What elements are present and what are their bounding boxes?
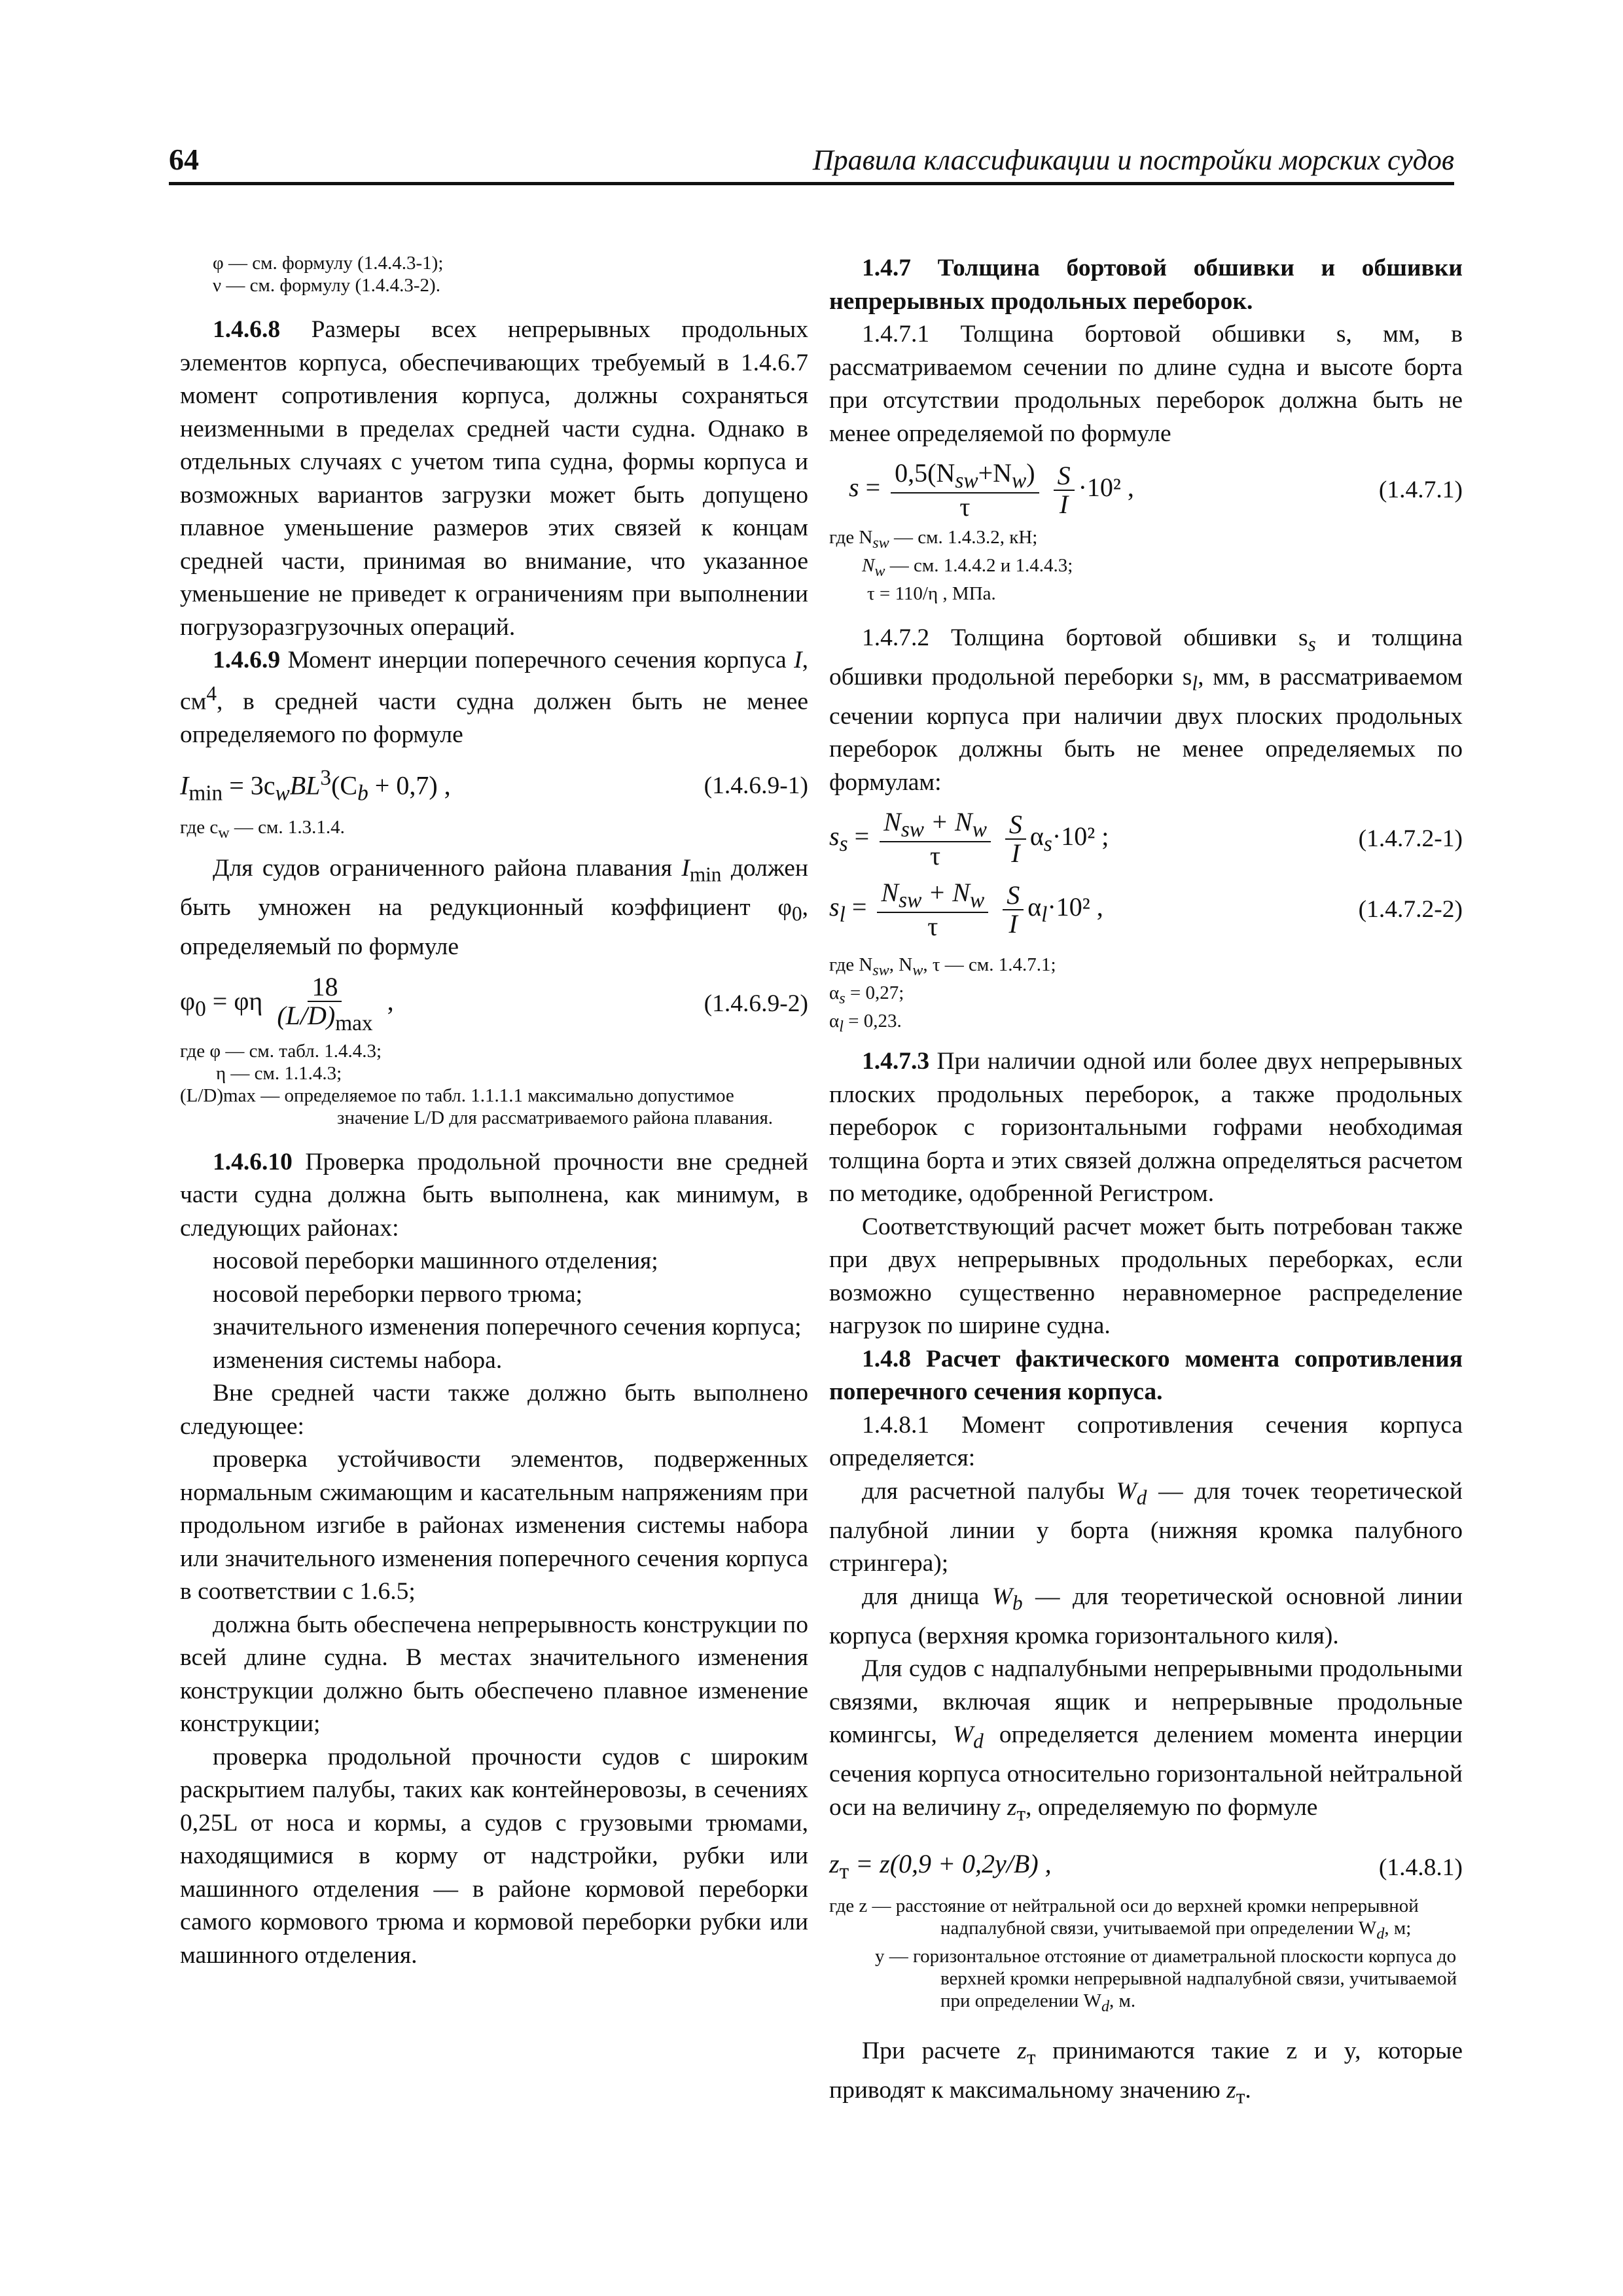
paragraph-text: Проверка продольной прочности вне средней части судна должна быть выполнена, как минимум, в следующих районах: bbox=[180, 1148, 809, 1242]
paragraph-1481 bbox=[829, 1409, 1463, 1475]
where-text: где c bbox=[180, 817, 219, 838]
paragraph-1473 bbox=[829, 1045, 1463, 1211]
paragraph-text: Для судов с надпалубными непрерывными продольными связями, включая ящик и непрерывные продольные комингсы, bbox=[829, 1655, 1463, 1749]
paragraph-corresp: Соответствующий расчет может быть потребован также при двух непрерывных продольных переборках, если возможно существенно неравномерное распределение нагрузок по ширине судна. bbox=[829, 1213, 1463, 1340]
paragraph-final: При расчете $z_т$ принимаются такие z и y, которые приводят к максимальному значению $z_т$. bbox=[829, 2037, 1463, 2108]
eq-lhs: I bbox=[180, 770, 189, 800]
section-number: 1.4.7.3 bbox=[862, 1048, 930, 1075]
paragraph-check-1: проверка устойчивости элементов, подверженных нормальным сжимающим и касательным напряжениям при продольном изгибе в районах изменения системы набора или значительного изменения поперечного сечения корпуса в соответствии с 1.6.5; bbox=[180, 1446, 808, 1605]
fraction bbox=[273, 973, 376, 1035]
eq45-notes: где $N_{sw}$, $N_w$, τ — см. 1.4.7.1; $\alpha_s = 0,27$; $\alpha_l = 0,23$. bbox=[829, 954, 1056, 1035]
equation-number: (1.4.6.9-2) bbox=[704, 990, 808, 1017]
paragraph-1472: 1.4.7.2 Толщина бортовой обшивки $s_s$ и толщина обшивки продольной переборки $s_l$, мм, в рассматриваемом сечении корпуса при наличии двух плоских продольных переборок должны быть не менее определяемых по формулам: bbox=[829, 624, 1463, 796]
denominator: (L/D) bbox=[277, 1000, 336, 1030]
equation-1469-1: $I_{min} = 3c_wBL^3(C_b + 0,7)$ , (1.4.6.9-1) bbox=[180, 766, 808, 806]
paragraph-14610 bbox=[180, 1146, 808, 1246]
note-line: y — горизонтальное отстояние от диаметральной плоскости корпуса до верхней кромки непрерывной надпалубной связи, учитываемой при определении W bbox=[875, 1945, 1457, 2011]
equation-number: (1.4.7.1) bbox=[1378, 476, 1463, 503]
eq-rhs: BL bbox=[289, 770, 321, 800]
paragraph-text: для днища bbox=[862, 1583, 980, 1610]
eq-tail: α bbox=[1029, 821, 1044, 852]
list-item: изменения системы набора. bbox=[213, 1346, 503, 1374]
note-line: — см. 1.4.3.2, кН; bbox=[889, 526, 1038, 548]
paragraph-text: , мм, в рассматриваемом сечении корпуса при наличии двух плоских продольных переборок должны быть не менее определяемых по формулам: bbox=[829, 663, 1463, 796]
left-column bbox=[180, 252, 808, 1972]
eq-rhs: = φη bbox=[205, 986, 263, 1016]
note-line: , м; bbox=[1384, 1917, 1412, 1939]
fraction bbox=[1054, 462, 1075, 518]
eq6-notes: где z — расстояние от нейтральной оси до верхней кромки непрерывной надпалубной связи, учитываемой при определении $W_d$, м; y — горизонтальное отстояние от диаметральной плоскости корпуса до верхней кромки непрерывной надпалубной связи, учитываемой при определении $W_d$, м. bbox=[829, 1895, 1457, 2015]
list-item: носовой переборки первого трюма; bbox=[213, 1280, 583, 1308]
eq2-notes bbox=[180, 1040, 808, 1129]
note-line: — см. 1.4.4.2 и 1.4.4.3; bbox=[885, 554, 1073, 576]
paragraph-text: определяется делением момента инерции сечения корпуса относительно горизонтальной нейтральной оси на величину bbox=[829, 1721, 1463, 1821]
note-line: α bbox=[829, 982, 840, 1003]
eq-lhs: s bbox=[829, 892, 840, 922]
eq-rhs: = 3c bbox=[223, 770, 276, 800]
numerator: S bbox=[1005, 811, 1026, 840]
eq-lhs: z bbox=[829, 1848, 840, 1878]
right-column bbox=[829, 252, 1463, 2113]
eq-lhs: s bbox=[829, 821, 840, 852]
denominator: τ bbox=[927, 912, 938, 942]
section-number: 1.4.6.9 bbox=[213, 647, 281, 673]
symbol-I: I bbox=[794, 647, 802, 673]
list-item: носовой переборки машинного отделения; bbox=[213, 1247, 658, 1275]
paragraph-bottom: для днища $W_b$ — для теоретической основной линии корпуса (верхняя кромка горизонтального киля). bbox=[829, 1583, 1463, 1649]
numerator: N bbox=[881, 878, 899, 908]
eq-tail: ·10² , bbox=[1078, 473, 1134, 503]
equation-number: (1.4.8.1) bbox=[1378, 1854, 1463, 1881]
paragraph-text: . bbox=[1245, 2076, 1251, 2104]
eq-rhs: = z(0,9 + 0,2y/B) , bbox=[849, 1848, 1052, 1878]
eq-rhs: + 0,7) , bbox=[368, 770, 451, 800]
paragraph-text: , в средней части судна должен быть не менее определяемого по формуле bbox=[180, 688, 808, 748]
note-line: α bbox=[829, 1010, 840, 1031]
section-number: 1.4.7.2 bbox=[862, 624, 930, 651]
denominator: τ bbox=[929, 841, 941, 871]
note-line: где z — расстояние от нейтральной оси до верхней кромки непрерывной надпалубной связи, учитываемой при определении W bbox=[829, 1895, 1419, 1939]
eq-sub: min bbox=[188, 781, 223, 806]
note-line: (L/D)max — определяемое по табл. 1.1.1.1 максимально допустимое значение L/D для рассматриваемого района плавания. bbox=[180, 1085, 774, 1128]
section-number: 1.4.8 bbox=[862, 1345, 911, 1372]
paragraph-1468 bbox=[180, 314, 808, 644]
section-number: 1.4.7 bbox=[862, 255, 911, 281]
eq-tail: ·10² , bbox=[1047, 892, 1103, 922]
note-phi: φ — см. формулу (1.4.4.3-1); bbox=[213, 253, 444, 274]
heading-147 bbox=[829, 252, 1463, 318]
eq-tail: α bbox=[1027, 892, 1042, 922]
paragraph-text: должен быть умножен на редукционный коэффициент φ bbox=[180, 855, 808, 922]
heading-text: Расчет фактического момента сопротивления поперечного сечения корпуса. bbox=[829, 1345, 1463, 1406]
paragraph-text: , определяемую по формуле bbox=[1026, 1793, 1318, 1821]
eq-tail: ·10² ; bbox=[1052, 821, 1109, 852]
paragraph-1471 bbox=[829, 318, 1463, 450]
numerator: + N bbox=[924, 807, 972, 837]
where-text: — см. 1.3.1.4. bbox=[229, 817, 345, 838]
equation-number: (1.4.7.2-1) bbox=[1358, 825, 1463, 853]
note-line: где φ — см. табл. 1.4.4.3; bbox=[180, 1040, 382, 1062]
paragraph-text: Момент инерции поперечного сечения корпуса bbox=[287, 647, 787, 673]
section-number: 1.4.6.10 bbox=[213, 1148, 293, 1175]
paragraph-check-3: проверка продольной прочности судов с широким раскрытием палубы, таких как контейнеровозы, в сечениях 0,25L от носа и кормы, а судов с грузовыми трюмами, находящимися в корму от надстройки, рубки или машинного отделения — в районе кормовой переборки самого кормового трюма и кормовой переборки рубки или машинного отделения. bbox=[180, 1743, 808, 1969]
note-nu: ν — см. формулу (1.4.4.3-2). bbox=[213, 275, 440, 296]
paragraph-text: , определяемый по формуле bbox=[180, 894, 808, 961]
paragraph-text: — для точек теоретической палубной линии у борта (нижняя кромка палубного стрингера); bbox=[829, 1477, 1463, 1577]
paragraph-text: При наличии одной или более двух непрерывных плоских продольных переборок, а также продольных переборок с горизонтальными гофрами необходимая толщина борта и этих связей должна определяться расчетом по методике, одобренной Регистром. bbox=[829, 1048, 1463, 1208]
numerator: 18 bbox=[308, 973, 342, 1002]
paragraph-1469: 1.4.6.9 Момент инерции поперечного сечения корпуса I, $см^4$, в средней части судна должен быть не менее определяемого по формуле bbox=[180, 647, 809, 748]
eq-lhs: φ bbox=[180, 986, 196, 1016]
paragraph-outside: Вне средней части также должно быть выполнено следующее: bbox=[180, 1380, 808, 1440]
fraction: $\frac{0,5(N_{sw}+N_w)}{\tau}$ bbox=[891, 459, 1039, 521]
paragraph-text: Толщина бортовой обшивки s, мм, в рассматриваемом сечении по длине судна и высоте борта при отсутствии продольных переборок должна быть не менее определяемой по формуле bbox=[829, 321, 1463, 447]
denominator: τ bbox=[959, 492, 971, 522]
denominator-sub: max bbox=[335, 1011, 373, 1035]
equation-number: (1.4.6.9-1) bbox=[704, 772, 808, 799]
numerator: ) bbox=[1026, 458, 1035, 488]
paragraph-text: для расчетной палубы bbox=[862, 1477, 1105, 1505]
paragraph-text: Для судов ограниченного района плавания bbox=[213, 855, 672, 882]
section-number: 1.4.7.1 bbox=[862, 321, 930, 348]
paragraph-check-2: должна быть обеспечена непрерывность конструкции по всей длине судна. В местах значительного изменения конструкции должно быть обеспечено плавное изменение конструкции; bbox=[180, 1611, 808, 1738]
numerator: +N bbox=[978, 458, 1012, 488]
denominator: I bbox=[1008, 909, 1018, 939]
page-number: 64 bbox=[169, 143, 199, 176]
fraction bbox=[1005, 811, 1026, 867]
equation-1481: $z_т = z(0,9 + 0,2y/B)$ , (1.4.8.1) bbox=[829, 1846, 1463, 1890]
equation-1472-2: $s_l$ = $\frac{N_{sw} + N_w}{\tau}$ $\frac{S}{I}$ $\alpha_l\cdot 10^2$ , (1.4.7.2-2) bbox=[829, 878, 1463, 942]
numerator: 0,5(N bbox=[895, 458, 955, 488]
paragraph-limited: Для судов ограниченного района плавания $I_{min}$ должен быть умножен на редукционный коэффициент $\varphi_0$, определяемый по формуле bbox=[180, 855, 808, 961]
section-number: 1.4.8.1 bbox=[862, 1411, 930, 1439]
numerator: N bbox=[883, 807, 901, 837]
note-line: где N bbox=[829, 526, 873, 548]
eq-rhs: (C bbox=[331, 770, 358, 800]
note-line: N bbox=[862, 554, 875, 576]
paragraph-text: Момент сопротивления сечения корпуса определяется: bbox=[829, 1411, 1463, 1472]
paragraph-text: принимаются такие z и y, которые приводят к максимальному значению bbox=[829, 2037, 1463, 2104]
eq3-notes: где $N_{sw}$ — см. 1.4.3.2, кН; $N_w$ — см. 1.4.4.2 и 1.4.4.3; τ = 110/η , МПа. bbox=[829, 526, 1463, 605]
equation-1471: s = $\frac{0,5(N_{sw}+N_w)}{\tau}$ $\frac{S}{I}$ ·10² , (1.4.7.1) bbox=[849, 458, 1463, 522]
equation-1472-1: $s_s$ = $\frac{N_{sw} + N_w}{\tau}$ $\frac{S}{I}$ $\alpha_s\cdot 10^2$ ; (1.4.7.2-1) bbox=[829, 807, 1463, 871]
note-line: = 0,23. bbox=[843, 1010, 902, 1031]
fraction bbox=[1003, 882, 1024, 938]
eq-tail: , bbox=[380, 986, 394, 1016]
paragraph-text: Толщина бортовой обшивки s bbox=[950, 624, 1308, 651]
note-line: τ = 110/η , МПа. bbox=[867, 583, 996, 604]
paragraph-text: — для теоретической основной линии корпуса (верхняя кромка горизонтального киля). bbox=[829, 1583, 1463, 1649]
section-number: 1.4.6.8 bbox=[213, 316, 281, 343]
denominator: I bbox=[1059, 489, 1069, 519]
fraction: $\frac{N_{sw} + N_w}{\tau}$ bbox=[880, 808, 991, 870]
paragraph-superstructure: Для судов с надпалубными непрерывными продольными связями, включая ящик и непрерывные продольные комингсы, $W_d$ определяется делением момента инерции сечения корпуса относительно горизонтальной нейтральной оси на величину $z_т$, определяемую по формуле bbox=[829, 1655, 1463, 1825]
list-item: значительного изменения поперечного сечения корпуса; bbox=[213, 1314, 802, 1341]
numerator: S bbox=[1003, 882, 1024, 910]
eq1-where: где $c_w$ — см. 1.3.1.4. bbox=[180, 817, 345, 842]
paragraph-text: и толщина обшивки продольной переборки s bbox=[829, 624, 1463, 691]
equation-number: (1.4.7.2-2) bbox=[1358, 896, 1463, 924]
paragraph-text: При расчете bbox=[862, 2037, 1001, 2064]
note-line: где N bbox=[829, 954, 873, 976]
paragraph-deck: для расчетной палубы $W_d$ — для точек теоретической палубной линии у борта (нижняя кромка палубного стрингера); bbox=[829, 1477, 1463, 1577]
equation-1469-2: $\varphi_0 = \varphi\eta$ $\frac{18}{(L/D)_{max}}$ , (1.4.6.9-2) bbox=[180, 971, 808, 1035]
denominator: I bbox=[1011, 838, 1020, 869]
paragraph-text: Размеры всех непрерывных продольных элементов корпуса, обеспечивающих требуемый в 1.4.6.7 момент сопротивления корпуса, должны сохраняться неизменными в пределах средней части судна. Однако в отдельных случаях с учетом типа судна, формы корпуса и возможных вариантов загрузки может быть допущено плавное уменьшение размеров этих связей к концам средней части, принимая во внимание, что указанное уменьшение не приведет к ограничениям при выполнении погрузоразгрузочных операций. bbox=[180, 316, 808, 641]
note-line: η — см. 1.1.4.3; bbox=[216, 1062, 342, 1084]
numerator: + N bbox=[921, 878, 970, 908]
heading-text: Толщина бортовой обшивки и обшивки непрерывных продольных переборок. bbox=[829, 255, 1463, 315]
note-line: , м. bbox=[1109, 1990, 1136, 2011]
note-line: , τ — см. 1.4.7.1; bbox=[923, 954, 1056, 976]
note-line: = 0,27; bbox=[845, 982, 904, 1003]
numerator: S bbox=[1054, 462, 1075, 491]
page-header bbox=[169, 145, 1454, 185]
running-title: Правила классификации и постройки морских судов bbox=[812, 144, 1454, 176]
eq-lhs: s bbox=[849, 473, 859, 503]
top-note bbox=[213, 252, 808, 296]
note-line: , N bbox=[889, 954, 913, 976]
heading-148 bbox=[829, 1343, 1463, 1409]
fraction: $\frac{N_{sw} + N_w}{\tau}$ bbox=[877, 879, 988, 941]
